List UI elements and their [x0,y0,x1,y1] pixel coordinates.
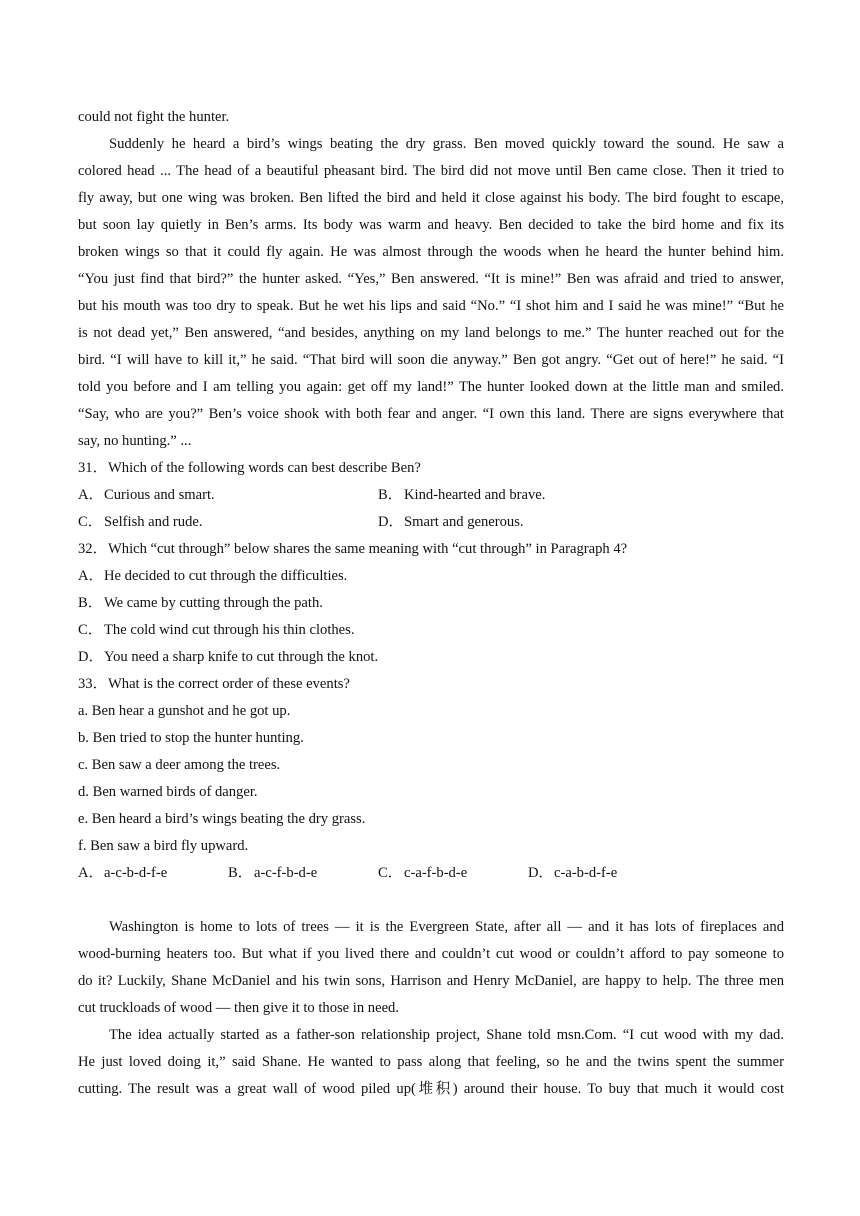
question-31 [78,455,784,536]
passage-line: cut truckloads of wood — then give it to those in need. [78,1000,399,1016]
question-text: Which of the following words can best describe Ben? [108,460,421,476]
passage-line: could not fight the hunter. [78,109,230,125]
option-d[interactable]: D．Smart and generous. [378,514,524,530]
option-row [78,509,784,536]
passage-line: say, no hunting.” ... [78,433,192,449]
question-32 [78,536,784,671]
event-item: e. Ben heard a bird’s wings beating the dry grass. [78,811,366,827]
passage-line: do it? Luckily, Shane McDaniel and his twin sons, Harrison and Henry McDaniel, are happy to help. The three men [78,973,784,989]
passage-line: broken wings so that it could fly again. He was almost through the woods when he heard the hunter behind him. [78,244,784,260]
option-a[interactable]: A．Curious and smart. [78,487,215,503]
option-row [78,860,784,887]
passage-line: “You just find that bird?” the hunter asked. “Yes,” Ben answered. “It is mine!” Ben was afraid and tried to answer, [78,271,784,287]
event-item: a. Ben hear a gunshot and he got up. [78,703,291,719]
option-b[interactable]: B． Kind-hearted and brave. [378,487,546,503]
option-a[interactable]: A．He decided to cut through the difficulties. [78,568,348,584]
question-33 [78,671,784,887]
option-b[interactable]: B． a-c-f-b-d-e [228,865,318,881]
option-c[interactable]: C． Selfish and rude. [78,514,203,530]
passage-1 [78,104,784,455]
option-d[interactable]: D．c-a-b-d-f-e [528,865,618,881]
passage-line: bird. “I will have to kill it,” he said. “That bird will soon die anyway.” Ben got angry. “Get out of here!” he said. “I [78,352,784,368]
event-item: d. Ben warned birds of danger. [78,784,258,800]
passage-line: wood-burning heaters too. But what if you lived there and couldn’t cut wood or couldn’t afford to pay someone to [78,946,784,962]
passage-line: Washington is home to lots of trees — it is the Evergreen State, after all — and it has lots of fireplaces and [109,919,784,935]
option-d[interactable]: D．You need a sharp knife to cut through the knot. [78,649,379,665]
passage-line: He just loved doing it,” said Shane. He wanted to pass along that feeling, so he and the twins spent the summer [78,1054,784,1070]
question-number: 33． [78,676,108,692]
question-stem [78,671,784,698]
question-number: 31． [78,460,108,476]
question-text: Which “cut through” below shares the same meaning with “cut through” in Paragraph 4? [108,541,628,557]
event-item: b. Ben tried to stop the hunter hunting. [78,730,304,746]
document-page [78,104,784,1103]
passage-line: fly away, but one wing was broken. Ben lifted the bird and held it close against his body. The bird fought to escape, [78,190,784,206]
event-item: c. Ben saw a deer among the trees. [78,757,281,773]
event-item: f. Ben saw a bird fly upward. [78,838,249,854]
passage-line: Suddenly he heard a bird’s wings beating the dry grass. Ben moved quickly toward the sound. He saw a [109,136,784,152]
passage-line: but soon lay quietly in Ben’s arms. Its body was warm and heavy. Ben decided to take the bird home and fix its [78,217,784,233]
option-c[interactable]: C． c-a-f-b-d-e [378,865,468,881]
section-gap [78,887,784,914]
passage-line: is not dead yet,” Ben answered, “and besides, anything on my land belongs to me.” The hunter reached out for the [78,325,784,341]
passage-line: “Say, who are you?” Ben’s voice shook with both fear and anger. “I own this land. There are signs everywhere that [78,406,784,422]
passage-line: told you before and I am telling you again: get off my land!” The hunter looked down at the little man and smiled. [78,379,784,395]
question-text: What is the correct order of these events? [108,676,350,692]
passage-2 [78,914,784,1103]
question-number: 32． [78,541,108,557]
question-stem [78,455,784,482]
passage-line: cutting. The result was a great wall of wood piled up(堆积) around their house. To buy that much it would cost [78,1081,784,1097]
option-c[interactable]: C． The cold wind cut through his thin clothes. [78,622,355,638]
option-b[interactable]: B． We came by cutting through the path. [78,595,323,611]
passage-line: The idea actually started as a father-son relationship project, Shane told msn.Com. “I cut wood with my dad. [109,1027,784,1043]
passage-line: colored head ... The head of a beautiful pheasant bird. The bird did not move until Ben came close. Then it tried to [78,163,784,179]
option-row [78,482,784,509]
passage-line: but his mouth was too dry to speak. But he wet his lips and said “No.” “I shot him and I said he was mine!” “But he [78,298,784,314]
question-stem [78,536,784,563]
option-a[interactable]: A．a-c-b-d-f-e [78,865,168,881]
